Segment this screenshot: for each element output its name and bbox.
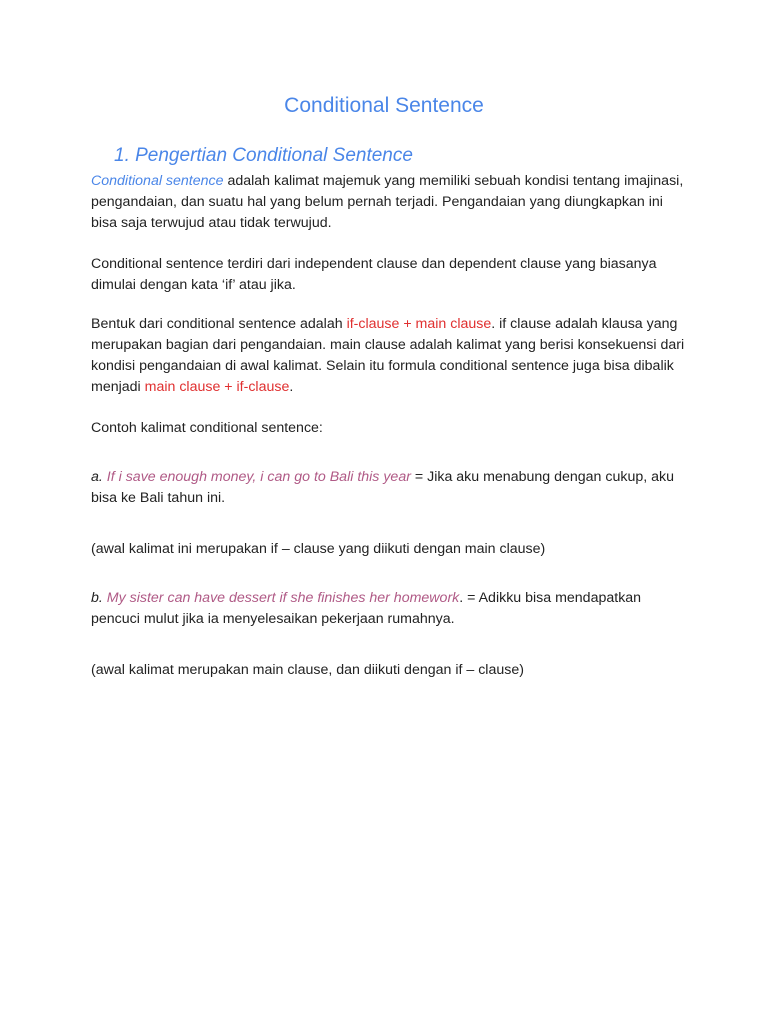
paragraph-form (91, 314, 691, 398)
paragraph-definition (91, 171, 691, 234)
paragraph-examples-intro: Contoh kalimat conditional sentence: (91, 420, 323, 436)
example-a-note: (awal kalimat ini merupakan if – clause yang diikuti dengan main clause) (91, 541, 546, 557)
example-b-note: (awal kalimat merupakan main clause, dan diikuti dengan if – clause) (91, 662, 524, 678)
term-highlight: Conditional sentence (91, 173, 224, 189)
example-b-marker: b. (91, 590, 103, 606)
example-a-marker: a. (91, 469, 103, 485)
example-a-translation: = Jika aku menabung dengan cukup, aku bisa ke Bali tahun ini. (91, 469, 674, 506)
example-b-translation: . = Adikku bisa mendapatkan pencuci mulut jika ia menyelesaikan pekerjaan rumahnya. (91, 590, 642, 627)
example-b (91, 588, 691, 630)
definition-text: adalah kalimat majemuk yang memiliki sebuah kondisi tentang imajinasi, pengandaian, dan suatu hal yang belum pernah terjadi. Pengandaian yang diungkapkan ini bisa saja terwujud atau tidak terwujud. (91, 173, 684, 231)
formula-if-main: if-clause + main clause (346, 316, 492, 332)
example-a (91, 467, 691, 509)
form-text-3: . (289, 379, 294, 395)
paragraph-structure: Conditional sentence terdiri dari independent clause dan dependent clause yang biasanya dimulai dengan kata ‘if’ atau jika. (91, 256, 657, 293)
section-heading: 1. Pengertian Conditional Sentence (114, 145, 413, 166)
form-text-2: . if clause adalah klausa yang merupakan bagian dari pengandaian. main clause adalah kalimat yang berisi konsekuensi dari kondisi pengandaian di awal kalimat. Selain itu formula conditional sentence juga bisa dibalik menjadi (91, 316, 685, 395)
example-a-sentence: If i save enough money, i can go to Bali this year (102, 469, 411, 485)
formula-main-if: main clause + if-clause (144, 379, 290, 395)
page-title: Conditional Sentence (284, 94, 484, 117)
example-b-sentence: My sister can have dessert if she finishes her homework (102, 590, 460, 606)
form-text-1: Bentuk dari conditional sentence adalah (91, 316, 347, 332)
